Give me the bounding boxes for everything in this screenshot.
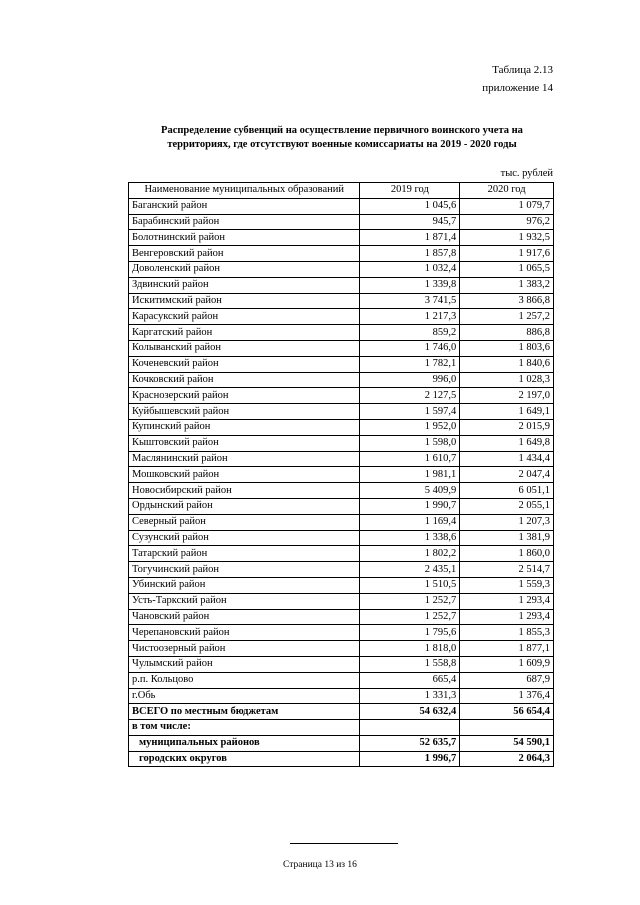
title-line-1: Распределение субвенций на осуществление первичного воинского учета на (161, 125, 523, 136)
table-row (129, 451, 554, 467)
table-row (129, 435, 554, 451)
municipality-cell: Баганский район (129, 198, 360, 214)
municipality-cell: городских округов (129, 751, 360, 767)
table-row (129, 688, 554, 704)
municipality-cell: Кыштовский район (129, 435, 360, 451)
value-2020-cell: 1 649,8 (460, 435, 554, 451)
value-2019-cell: 1 510,5 (360, 577, 460, 593)
municipality-cell: Новосибирский район (129, 483, 360, 499)
value-2019-cell: 996,0 (360, 372, 460, 388)
table-row (129, 340, 554, 356)
value-2019-cell: 2 127,5 (360, 388, 460, 404)
municipality-cell: Купинский район (129, 419, 360, 435)
table-row (129, 261, 554, 277)
column-header-name: Наименование муниципальных образований (129, 183, 360, 199)
value-2020-cell: 1 376,4 (460, 688, 554, 704)
total-row (129, 704, 554, 720)
municipality-cell: Венгеровский район (129, 246, 360, 262)
value-2019-cell: 1 857,8 (360, 246, 460, 262)
table-body (129, 198, 554, 767)
value-2020-cell: 1 803,6 (460, 340, 554, 356)
municipality-cell: г.Обь (129, 688, 360, 704)
value-2020-cell: 1 293,4 (460, 609, 554, 625)
empty-cell (460, 720, 554, 736)
municipality-cell: ВСЕГО по местным бюджетам (129, 704, 360, 720)
value-2019-cell: 1 996,7 (360, 751, 460, 767)
value-2020-cell: 1 065,5 (460, 261, 554, 277)
value-2020-cell: 1 855,3 (460, 625, 554, 641)
table-row (129, 293, 554, 309)
column-header-2020: 2020 год (460, 183, 554, 199)
value-2019-cell: 1 169,4 (360, 514, 460, 530)
value-2019-cell: 1 597,4 (360, 404, 460, 420)
value-2019-cell: 1 338,6 (360, 530, 460, 546)
value-2019-cell: 2 435,1 (360, 562, 460, 578)
value-2019-cell: 1 252,7 (360, 609, 460, 625)
title-line-2: территориях, где отсутствуют военные комиссариаты на 2019 - 2020 годы (167, 139, 517, 150)
municipality-cell: Чулымский район (129, 656, 360, 672)
value-2019-cell: 1 990,7 (360, 498, 460, 514)
value-2020-cell: 2 047,4 (460, 467, 554, 483)
value-2019-cell: 1 818,0 (360, 641, 460, 657)
subvention-table (128, 182, 554, 767)
value-2020-cell: 2 514,7 (460, 562, 554, 578)
municipality-cell: р.п. Кольцово (129, 672, 360, 688)
value-2019-cell: 945,7 (360, 214, 460, 230)
table-row (129, 593, 554, 609)
table-row (129, 656, 554, 672)
value-2020-cell: 6 051,1 (460, 483, 554, 499)
municipality-cell: Северный район (129, 514, 360, 530)
table-row (129, 530, 554, 546)
value-2019-cell: 1 032,4 (360, 261, 460, 277)
table-row (129, 562, 554, 578)
table-row (129, 277, 554, 293)
value-2020-cell: 1 293,4 (460, 593, 554, 609)
value-2019-cell: 52 635,7 (360, 735, 460, 751)
footer-divider (290, 843, 398, 844)
municipality-cell: Маслянинский район (129, 451, 360, 467)
municipality-cell: Барабинский район (129, 214, 360, 230)
table-row (129, 246, 554, 262)
table-row (129, 577, 554, 593)
municipality-cell: Кочковский район (129, 372, 360, 388)
value-2019-cell: 1 782,1 (360, 356, 460, 372)
empty-cell (360, 720, 460, 736)
value-2020-cell: 1 559,3 (460, 577, 554, 593)
value-2019-cell: 1 558,8 (360, 656, 460, 672)
value-2020-cell: 1 381,9 (460, 530, 554, 546)
subtotal-row (129, 751, 554, 767)
value-2020-cell: 1 257,2 (460, 309, 554, 325)
municipality-cell: Болотнинский район (129, 230, 360, 246)
table-row (129, 198, 554, 214)
value-2019-cell: 859,2 (360, 325, 460, 341)
value-2020-cell: 1 207,3 (460, 514, 554, 530)
table-row (129, 230, 554, 246)
value-2020-cell: 2 064,3 (460, 751, 554, 767)
table-row (129, 372, 554, 388)
value-2020-cell: 56 654,4 (460, 704, 554, 720)
value-2019-cell: 1 871,4 (360, 230, 460, 246)
table-row (129, 625, 554, 641)
value-2019-cell: 1 252,7 (360, 593, 460, 609)
table-row (129, 672, 554, 688)
municipality-cell: муниципальных районов (129, 735, 360, 751)
table-row (129, 498, 554, 514)
municipality-cell: Ордынский район (129, 498, 360, 514)
including-label: в том числе: (129, 720, 360, 736)
table-row (129, 641, 554, 657)
value-2019-cell: 1 981,1 (360, 467, 460, 483)
municipality-cell: Чановский район (129, 609, 360, 625)
value-2020-cell: 976,2 (460, 214, 554, 230)
value-2020-cell: 1 932,5 (460, 230, 554, 246)
value-2019-cell: 1 802,2 (360, 546, 460, 562)
column-header-2019: 2019 год (360, 183, 460, 199)
value-2019-cell: 5 409,9 (360, 483, 460, 499)
including-row (129, 720, 554, 736)
value-2019-cell: 665,4 (360, 672, 460, 688)
municipality-cell: Каргатский район (129, 325, 360, 341)
table-row (129, 214, 554, 230)
municipality-cell: Колыванский район (129, 340, 360, 356)
municipality-cell: Чистоозерный район (129, 641, 360, 657)
value-2019-cell: 54 632,4 (360, 704, 460, 720)
municipality-cell: Мошковский район (129, 467, 360, 483)
table-row (129, 514, 554, 530)
value-2019-cell: 1 217,3 (360, 309, 460, 325)
value-2020-cell: 54 590,1 (460, 735, 554, 751)
value-2020-cell: 886,8 (460, 325, 554, 341)
value-2020-cell: 2 055,1 (460, 498, 554, 514)
subtotal-row (129, 735, 554, 751)
value-2020-cell: 1 917,6 (460, 246, 554, 262)
appendix-label: приложение 14 (482, 82, 553, 94)
table-row (129, 356, 554, 372)
municipality-cell: Татарский район (129, 546, 360, 562)
municipality-cell: Карасукский район (129, 309, 360, 325)
units-label: тыс. рублей (500, 168, 553, 179)
value-2019-cell: 1 045,6 (360, 198, 460, 214)
municipality-cell: Куйбышевский район (129, 404, 360, 420)
value-2019-cell: 1 339,8 (360, 277, 460, 293)
value-2020-cell: 1 860,0 (460, 546, 554, 562)
value-2019-cell: 1 598,0 (360, 435, 460, 451)
table-row (129, 419, 554, 435)
value-2019-cell: 1 746,0 (360, 340, 460, 356)
value-2020-cell: 1 079,7 (460, 198, 554, 214)
municipality-cell: Доволенский район (129, 261, 360, 277)
value-2019-cell: 1 952,0 (360, 419, 460, 435)
table-row (129, 325, 554, 341)
value-2020-cell: 3 866,8 (460, 293, 554, 309)
table-row (129, 609, 554, 625)
municipality-cell: Искитимский район (129, 293, 360, 309)
value-2020-cell: 1 840,6 (460, 356, 554, 372)
value-2019-cell: 3 741,5 (360, 293, 460, 309)
value-2019-cell: 1 331,3 (360, 688, 460, 704)
value-2020-cell: 1 028,3 (460, 372, 554, 388)
value-2019-cell: 1 795,6 (360, 625, 460, 641)
value-2020-cell: 1 877,1 (460, 641, 554, 657)
value-2020-cell: 1 383,2 (460, 277, 554, 293)
value-2020-cell: 2 015,9 (460, 419, 554, 435)
value-2019-cell: 1 610,7 (360, 451, 460, 467)
table-row (129, 483, 554, 499)
municipality-cell: Усть-Таркский район (129, 593, 360, 609)
table-row (129, 388, 554, 404)
table-row (129, 404, 554, 420)
municipality-cell: Убинский район (129, 577, 360, 593)
table-number: Таблица 2.13 (492, 64, 553, 76)
table-row (129, 467, 554, 483)
value-2020-cell: 2 197,0 (460, 388, 554, 404)
page-number: Страница 13 из 16 (283, 860, 357, 870)
value-2020-cell: 1 609,9 (460, 656, 554, 672)
table-row (129, 309, 554, 325)
table-row (129, 546, 554, 562)
value-2020-cell: 1 434,4 (460, 451, 554, 467)
municipality-cell: Краснозерский район (129, 388, 360, 404)
table-header-row (129, 183, 554, 199)
municipality-cell: Здвинский район (129, 277, 360, 293)
municipality-cell: Черепановский район (129, 625, 360, 641)
value-2020-cell: 687,9 (460, 672, 554, 688)
document-title (130, 124, 554, 152)
municipality-cell: Сузунский район (129, 530, 360, 546)
value-2020-cell: 1 649,1 (460, 404, 554, 420)
municipality-cell: Коченевский район (129, 356, 360, 372)
municipality-cell: Тогучинский район (129, 562, 360, 578)
